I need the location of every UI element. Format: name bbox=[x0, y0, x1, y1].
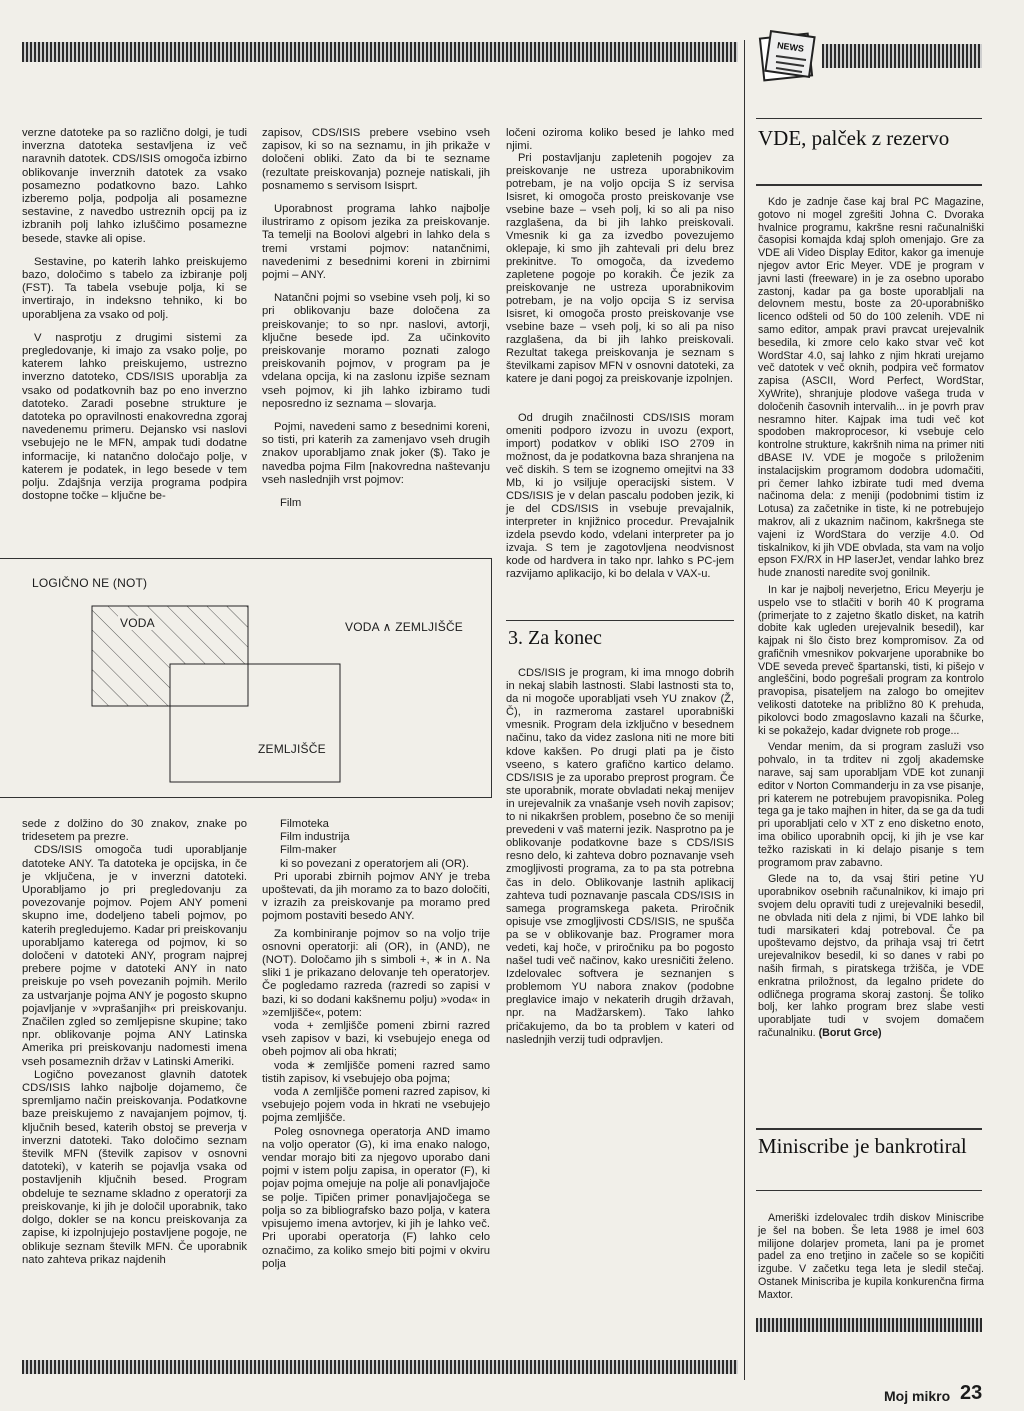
news-icon-label: NEWS bbox=[776, 40, 805, 54]
paragraph: Kdo je zadnje čase kaj bral PC Magazine, gotovo ni mogel zgrešiti Johna C. Dvoraka hvalnice programu, kakršne resni računalniški časopisi komajda kdaj sploh omenjajo. Gre za VDE ali Video Display Editor, kakor ga imenuje njegov avtor Eric Meyer. VDE je program v javni lasti (freeware) in je za osebno uporabo zastonj, kadar pa ga boste uporabljali na delovnem mestu, boste za 20-uporabniško licenco odšteli od 50 do 100 zelenih. VDE ni samo editor, ampak pravi pravcat urejevalnik besedila, ki zmore celo kako stvar več kot WordStar 4.0, saj lahko z njim hkrati urejamo več datotek v več oknih, podpira več formatov zapisa (ASCII, Word Perfect, WordStar, XyWrite), shranjuje plodove vašega truda v določenih časovnih intervalih... in je povrh prav nesramno hiter. Kajpak ima tudi več kot spodoben makroprocesor, ki vsebuje celo kontrolne strukture, kakršnih nima na primer niti dBASE IV. VDE je mogoče s priloženim instalacijskim programom dodobra udomačiti, pri čemer lahko izbirate tudi med dvema načinoma dela: z meniji (podobnimi tistim iz Lotusa) za začetnike in tiste, ki ne potrebujejo makrov, ali z ukaznim načinom, kakršnega ste vajeni iz WordStara do verzije 4.0. Od tiskalnikov, ki jih VDE obvlada, sta vam na voljo epson FX/RX in HP laserJet, vendar lahko brez hude znanosti naredite svoj gonilnik. bbox=[758, 196, 984, 580]
list-item: Film industrija bbox=[280, 831, 350, 844]
paragraph: voda + zemljišče pomeni zbirni razred vseh zapisov v bazi, ki vsebujejo enega od obeh pojmov ali oba hkrati; bbox=[262, 1020, 490, 1059]
paragraph: ločeni oziroma koliko besed je lahko med njimi. bbox=[506, 127, 734, 153]
column-1-top bbox=[22, 127, 247, 513]
paragraph: CDS/ISIS je program, ki ima mnogo dobrih in nekaj slabih lastnosti. Slabi lastnosti sta to, da ni mogoče uporabljati vseh YU znakov (Ž, Č), in razmeroma zastarel uporabniški vmesnik. Program dela izključno v besednem načinu, tako da videz zaslona niti ne more biti kdove kakšen. Po drugi plati pa je čisto vseeno, s katero grafično kartico delamo. CDS/ISIS je za uporabo preprost program. Če ste uporabnik, morate obvladati nekaj menijev in urejevalnik za vnašanje vseh novih zapisov; to ni nikakršen problem, posebno če so meniji prevedeni v vaš materni jezik. Nasprotno pa je oblikovanje podatkovne baze s CDS/ISIS resno delo, ki zahteva dobro poznavanje vseh zmogljivosti programa, za to pa sta potrebna čas in delo. Oblikovanje lastnih aplikacij zahteva tudi poznavanje pascala CDS/ISIS in samega programskega paketa. Priročnik opisuje vse zmogljivosti CDS/ISIS, ne spušča pa se v oblikovanje baz. Programer mora vedeti, kaj hoče, v priročniku pa bo pogosto našel tudi več načinov, kako uresničiti želeno. Izdelovalec softvera je seznanjen s problemom YU nabora znakov (podobne preglavice imajo v nekaterih drugih državah, npr. na Madžarskem). Tako lahko pričakujemo, da bo ta problem v kateri od naslednjih verzij tudi odpravljen. bbox=[506, 667, 734, 1046]
paragraph: Natančni pojmi so vsebine vseh polj, ki so pri oblikovanju baze določena za preiskovanje; to so npr. naslovi, avtorji, ključne besede ipd. Za učinkovito preiskovanje moramo poznati zalogo preiskovanih pojmov, v program pa je vdelana opcija, ki na zaslonu izpiše seznam vseh pojmov, ki jih lahko izbiramo tudi neposredno iz seznama – slovarja. bbox=[262, 292, 490, 410]
diagram-title: LOGIČNO NE (NOT) bbox=[32, 576, 148, 590]
paragraph: Za kombiniranje pojmov so na voljo trije osnovni operatorji: ali (OR), in (AND), ne (NOT). Določamo jih s simboli +, ∗ in ∧. Na sliki 1 je prikazano delovanje teh operatorjev. Če pogledamo razreda (razredi so zapisi v bazi, ki so dodani kakšnemu polju) »voda« in »zemljišče«, potem: bbox=[262, 927, 490, 1019]
paragraph: ki so povezani z operatorjem ali (OR). bbox=[280, 857, 469, 870]
column-2-bottom bbox=[262, 818, 490, 1281]
paragraph: voda ∗ zemljišče pomeni razred samo tistih zapisov, ki vsebujejo oba pojma; bbox=[262, 1059, 490, 1085]
paragraph: Ameriški izdelovalec trdih diskov Miniscribe je šel na boben. Še leta 1988 je imel 603 milijone dolarjev prometa, lani pa je promet padel za eno tretjino in začele so se kopičiti izgube. V začetku tega leta je sledil stečaj. Ostanek Miniscriba je kupila konkurenčna firma Maxtor. bbox=[758, 1212, 984, 1301]
sidebar-headline-2: Miniscribe je bankrotiral bbox=[758, 1134, 967, 1158]
paragraph: Pri uporabi zbirnih pojmov ANY je treba upoštevati, da jih moramo za to bazo določiti, v izrazih za preiskovanje pa moramo pred pojmom postaviti besedo ANY. bbox=[262, 870, 490, 923]
list-item: Film-maker bbox=[280, 844, 337, 857]
header-stripe-right bbox=[822, 44, 982, 68]
paragraph: Od drugih značilnosti CDS/ISIS moram omeniti podporo izvozu in uvozu (export, import) podatkov v obliki ISO 2709 in možnost, da je podatkovna baza shranjena na več diskih. S tem se izognemo omejitvi na 33 Mb, ki jo vsiljuje operacijski sistem. V CDS/ISIS je v delan pascalu podoben jezik, ki je del CDS/ISIS in vsebuje prevajalnik, interpreter in knjižnico procedur. Prevajalnik izdela psevdo kodo, vdelani interpreter pa jo izvaja. S tem je zagotovljena neodvisnost kode od hardvera in tako npr. lahko s PC-jem razvijamo aplikacijo, ki bo delala v VAX-u. bbox=[506, 412, 734, 580]
paragraph: Uporabnost programa lahko najbolje ilustriramo z opisom jezika za preiskovanje. Ta temelji na Boolovi algebri in lahko dela s tremi vrstami pojmov: natančnimi, navedenimi z besednimi koreni in zbirnimi pojmi – ANY. bbox=[262, 203, 490, 282]
sidebar-rule-2 bbox=[756, 1128, 982, 1130]
news-icon bbox=[758, 30, 818, 84]
result-label: VODA ∧ ZEMLJIŠČE bbox=[345, 620, 464, 634]
section-3-heading: 3. Za konec bbox=[508, 627, 602, 649]
footer-stripe-left bbox=[22, 1360, 738, 1374]
set-b-label: ZEMLJIŠČE bbox=[258, 742, 326, 756]
column-3-cond bbox=[506, 152, 734, 410]
set-b bbox=[170, 664, 340, 782]
paragraph: Film bbox=[280, 497, 302, 510]
list-item: Filmoteka bbox=[280, 818, 329, 830]
page-number: 23 bbox=[960, 1382, 983, 1404]
paragraph bbox=[758, 873, 984, 1039]
sidebar-article-2 bbox=[758, 1212, 984, 1306]
column-2-top bbox=[262, 127, 490, 520]
paragraph: CDS/ISIS omogoča tudi uporabljanje datoteke ANY. Ta datoteka je opcijska, in če je vključena, je v inverzni datoteki. Uporabljamo jo pri pregledovanju za povezovanje pojmov. Pojem ANY pomeni skupno ime, dodeljeno tabeli pojmov, po katerih pregledujemo. Kadar pri preiskovanju uporabljamo katerega od pojmov, ki so določeni v datoteki ANY, program najprej prebere pojme v datoteki ANY in nato preiskuje po vseh povezanih pojmih. Merilo za ustvarjanje pojma ANY je pogosto skupno pojavljanje v »vprašanjih« pri preiskovanju. Značilen zgled so zemljepisne skupine; tako npr. oblikovanje pojma ANY Latinska Amerika pri preiskovanju nadomesti imena vseh posameznih držav v Latinski Ameriki. bbox=[22, 844, 247, 1068]
column-3-bottom bbox=[506, 667, 734, 1057]
diagram-shapes bbox=[0, 558, 492, 798]
paragraph: Pri postavljanju zapletenih pogojev za preiskovanje ne ustreza uporabnikovim potrebam, je na voljo opcija S iz servisa Isisret, ki omogoča prosto preiskovanje vse vsebine baze – vseh polj, ki so ali pa niso razglašena, da bi jih lahko preiskovali. Vmesnik ki ga za izvedbo povezujemo oklepaje, ki smo jih zahtevali pri delu brez prekinitve. To omogoča, da izvedemo zapletene pogoje po korakih. Če jezik za preiskovanje ne ustreza uporabnikovim potrebam, je na voljo opcija S iz servisa Isisret, ki omogoča prosto preiskovanje vse vsebine baze – vseh polj, ki so ali pa niso razglašena, da bi jih lahko preiskovali. Rezultat takega preiskovanja je seznam s številkami zapisov MFN v osnovni datoteki, za katere je dani pogoj za preiskovanje izpolnjen. bbox=[506, 152, 734, 385]
venn-diagram bbox=[0, 558, 492, 798]
paragraph: Sestavine, po katerih lahko preiskujemo bazo, določimo s tabelo za izbiranje polj (FST). Ta tabela vsebuje polja, ki se invertirajo, in indeksno tehniko, ki bo uporabljena za vsako od polj. bbox=[22, 255, 247, 321]
paragraph: In kar je najbolj neverjetno, Ericu Meyerju je uspelo vse to stlačiti v borih 40 K programa (primerjate to z zajetno škatlo disket, na katrih dobite kak ugleden urejevalnik besedil), kar kajpak ni šlo čisto brez kompromisov. Za od grafičnih vmesnikov pokvarjene uporabnike bo VDE seveda preveč špartanski, tisti, ki pišejo v angleščini, bodo pogrešali program za kontrolo pravopisa, pisateljem na zalogo bo omejitev velikosti datoteke na približno 80 K prehuda, pikolovci bodo zmagoslavno kazali na ščurke, ki se pokažejo, kadar dvignete rob proge... bbox=[758, 583, 984, 737]
paragraph: V nasprotju z drugimi sistemi za pregledovanje, ki imajo za vsako polje, po katerem lahko preiskujemo, ustrezno inverzno datoteko, CDS/ISIS uporablja za vsako od podatkovnih baz po eno inverzno datoteko. Zaradi posebne strukture je datoteka po opravilnosti enakovredna zgoraj navedenemu primeru. Dejansko vsi naslovi vsebujejo ne le MFN, ampak tudi dodatne informacije, ki natančno določajo polje, v katerem je podatek, in lego besede v tem polju. Zdajšnja verzija programa podpira dostopne točke – ključne be- bbox=[22, 331, 247, 503]
author-credit: (Borut Grce) bbox=[818, 1027, 882, 1039]
paragraph: verzne datoteke pa so različno dolgi, je tudi inverzna datoteka sestavljena iz več naravnih datotek. CDS/ISIS omogoča izbirno oblikovanje inverznih datotek za vsako posamezno podatkovno bazo. Lahko izberemo polja, podpolja ali posamezne sestavine, z navedbo ustreznih opcij pa iz izbranih polj lahko izluščimo posamezne besede, stavke ali opise. bbox=[22, 127, 247, 245]
paragraph: Logično povezanost glavnih datotek CDS/ISIS lahko najbolje dojamemo, če spremljamo način preiskovanja. Podatkovne baze preiskujemo z navajanjem pojmov, tj. ključnih besed, katerih obstoj se preverja v inverzni datoteki. Tako določimo seznam številk MFN (številk zapisov v osnovni datoteki), v katerih se pojavlja vsaka od postavljenih ključnih besed. Program obdeluje te sezname skladno z operatorji za preiskovanje, ki jih je določil uporabnik, tako dolgo, dokler se na koncu preiskovanja za zapise, ki izpolnjujejo postavljene pogoje, ne oblikuje seznam številk MFN. Če uporabnik nato zahteva prikaz najdenih bbox=[22, 1068, 247, 1266]
header-stripe-left bbox=[22, 42, 738, 62]
section-rule bbox=[506, 620, 734, 621]
paragraph: Vendar menim, da si program zasluži vso pohvalo, in ta trditev ni zgolj akademske narave, saj sam uporabljam VDE kot zunanji editor v Norton Commanderju in za vse pisanje, pri katerem ne potrebujem pravopisnika. Poleg tega ga je tako majhen in hiter, da se ga da tudi pri uporabljati celo v XT z eno disketno enoto, ima obilico uporabnih opcij, ki jih je vse kar težko raziskati in ki delajo pisanje s tem programom prav zabavno. bbox=[758, 741, 984, 869]
paragraph: Poleg osnovnega operatorja AND imamo na voljo operator (G), ki ima enako nalogo, vendar morajo biti za njegovo uporabo dani pojmi v istem polju zapisa, in operator (F), ki pojav pojma omejuje na polje ali ponavljajoče se polje. Tipičen primer ponavljajočega se polja so za bibliografsko bazo polja, v katera vpisujemo imena avtorjev, ki jih je lahko več. Pri uporabi operatorja (F) lahko celo označimo, za koliko smejo biti pojmi v okviru polja bbox=[262, 1125, 490, 1270]
sidebar-headline-1: VDE, palček z rezervo bbox=[758, 126, 950, 150]
magazine-name: Moj mikro bbox=[884, 1388, 951, 1404]
sidebar-rule bbox=[756, 184, 982, 186]
sidebar-rule-3 bbox=[756, 1190, 982, 1191]
footer-stripe-right bbox=[756, 1318, 982, 1332]
column-1-bottom bbox=[22, 818, 247, 1277]
column-divider-main bbox=[744, 40, 745, 1380]
paragraph: zapisov, CDS/ISIS prebere vsebino vseh zapisov, ki so na seznamu, in jih prikaže v določeni obliki. Zato da bi te sezname (rezultate preiskovanja) pozneje natiskali, jih posnamemo s servisom Isisprt. bbox=[262, 127, 490, 192]
paragraph: Pojmi, navedeni samo z besednimi koreni, so tisti, pri katerih za zamenjavo vseh drugih znakov uporabljamo znak joker ($). Tako je navedba pojma Film [nakovredna naštevanju vseh naslednjih vrst pojmov: bbox=[262, 421, 490, 486]
sidebar-top-rule bbox=[756, 118, 982, 119]
paragraph: sede z dolžino do 30 znakov, znake po tridesetem pa prezre. bbox=[22, 818, 247, 844]
paragraph-text: Glede na to, da vsaj štiri petine YU uporabnikov osebnih računalnikov, ki imajo pri svojem delu opraviti tudi z urejevalniki besedil, ne obvlada niti dela z njimi, bi VDE lahko bil tudi marsikateri kdaj potreboval. Če pa upoštevamo dejstvo, da prihaja vsaj tri četrt urejevalnikov besedil, ki so danes v rabi po naših firmah, s piratskega tržišča, je VDE enkratna priložnost, da legalno pridete do odličnega programa skoraj zastonj. Še toliko bolj, ker lahko program brez slabe vesti uporabljate tudi v svojem domačem računalniku. bbox=[758, 873, 984, 1039]
paragraph: voda ∧ zemljišče pomeni razred zapisov, ki vsebujejo pojem voda in hkrati ne vsebujejo pojma zemljišče. bbox=[262, 1086, 490, 1125]
set-a-label: VODA bbox=[120, 616, 155, 630]
sidebar-article-1 bbox=[758, 196, 984, 1044]
